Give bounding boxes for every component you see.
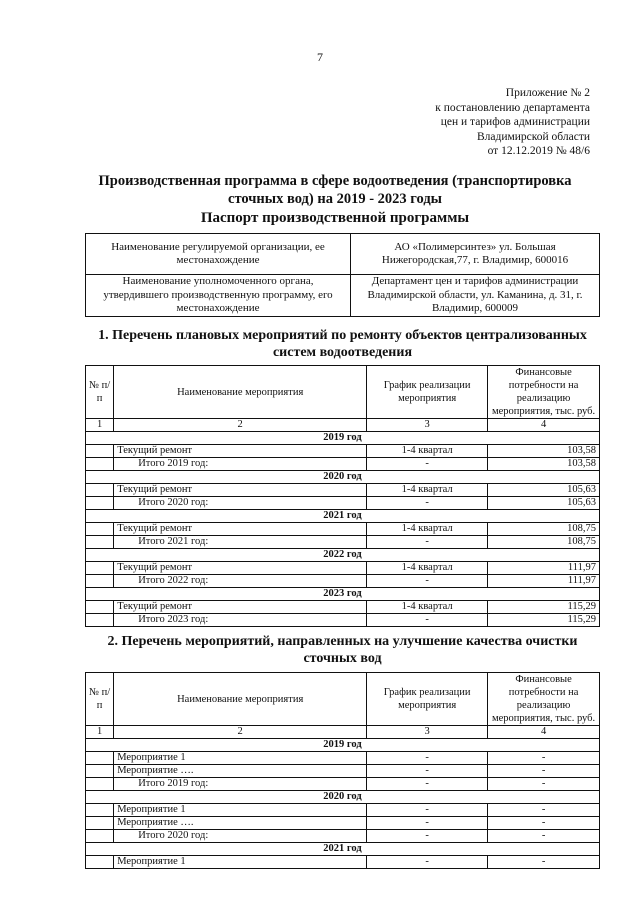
year-label: 2019 год [86, 432, 600, 445]
year-label: 2019 год [86, 739, 600, 752]
activity-schedule: - [367, 856, 488, 869]
activity-schedule: - [367, 817, 488, 830]
year-row [86, 843, 600, 856]
appendix-line: к постановлению департамента [435, 101, 590, 114]
index-cell: 4 [488, 726, 600, 739]
header-schedule: График реализации мероприятия [367, 673, 488, 726]
index-cell: 1 [86, 419, 114, 432]
activity-schedule: - [367, 536, 488, 549]
activity-schedule: - [367, 458, 488, 471]
passport-table [85, 233, 600, 317]
index-cell: 3 [367, 419, 488, 432]
section2-title: 2. Перечень мероприятий, направленных на улучшение качества очистки сточных вод [107, 634, 578, 666]
passport-value: АО «Полимерсинтез» ул. Большая Нижегородская,77, г. Владимир, 600016 [351, 234, 600, 275]
activity-schedule: 1-4 квартал [367, 523, 488, 536]
appendix-line: цен и тарифов администрации [440, 116, 590, 128]
table-row [86, 484, 600, 497]
appendix-line: Приложение № 2 [505, 87, 590, 99]
row-number [86, 445, 114, 458]
passport-label: Наименование регулируемой организации, ее местонахождение [86, 234, 351, 275]
activity-schedule: 1-4 квартал [367, 484, 488, 497]
total-row [86, 497, 600, 510]
activity-amount: 111,97 [488, 562, 600, 575]
year-label: 2023 год [86, 588, 600, 601]
activity-amount: - [488, 752, 600, 765]
header-name: Наименование мероприятия [114, 366, 367, 419]
row-number [86, 575, 114, 588]
activity-schedule: - [367, 804, 488, 817]
year-label: 2020 год [86, 471, 600, 484]
row-number [86, 765, 114, 778]
activity-name: Текущий ремонт [114, 484, 367, 497]
activity-amount: - [488, 856, 600, 869]
year-row [86, 791, 600, 804]
activity-name: Итого 2019 год: [114, 778, 367, 791]
activity-amount: 108,75 [488, 536, 600, 549]
row-number [86, 830, 114, 843]
total-row [86, 614, 600, 627]
index-row [86, 419, 600, 432]
activity-amount: - [488, 817, 600, 830]
index-row [86, 726, 600, 739]
activity-name: Мероприятие …. [114, 765, 367, 778]
year-row [86, 471, 600, 484]
activity-amount: 103,58 [488, 458, 600, 471]
year-row [86, 432, 600, 445]
index-cell: 4 [488, 419, 600, 432]
passport-row [86, 234, 600, 275]
activity-schedule: - [367, 830, 488, 843]
page-number: 7 [317, 50, 323, 64]
activity-amount: 105,63 [488, 497, 600, 510]
activity-name: Мероприятие 1 [114, 804, 367, 817]
activity-amount: 111,97 [488, 575, 600, 588]
appendix-line: Владимирской области [476, 130, 590, 143]
table-row [86, 817, 600, 830]
row-number [86, 536, 114, 549]
activity-schedule: 1-4 квартал [367, 601, 488, 614]
repair-plan-table [85, 365, 600, 627]
total-row [86, 458, 600, 471]
activity-amount: - [488, 778, 600, 791]
passport-row [86, 275, 600, 317]
table-row [86, 856, 600, 869]
activity-name: Мероприятие 1 [114, 752, 367, 765]
activity-name: Текущий ремонт [114, 445, 367, 458]
activity-amount: 115,29 [488, 614, 600, 627]
activity-schedule: - [367, 575, 488, 588]
activity-amount: - [488, 765, 600, 778]
activity-amount: - [488, 804, 600, 817]
year-label: 2022 год [86, 549, 600, 562]
header-number: № п/п [86, 673, 114, 726]
document-title: Производственная программа в сфере водоотведения (транспортировка сточных вод) на 2019 - 2023 годы [98, 173, 572, 207]
activity-schedule: - [367, 765, 488, 778]
year-row [86, 510, 600, 523]
activity-name: Итого 2021 год: [114, 536, 367, 549]
activity-schedule: - [367, 497, 488, 510]
table-row [86, 445, 600, 458]
row-number [86, 562, 114, 575]
activity-name: Текущий ремонт [114, 523, 367, 536]
table-row [86, 752, 600, 765]
activity-name: Итого 2019 год: [114, 458, 367, 471]
total-row [86, 575, 600, 588]
year-row [86, 549, 600, 562]
index-cell: 2 [114, 726, 367, 739]
header-schedule: График реализации мероприятия [367, 366, 488, 419]
appendix-line: от 12.12.2019 № 48/6 [487, 145, 590, 157]
activity-schedule: - [367, 752, 488, 765]
quality-plan-table [85, 672, 600, 869]
passport-value: Департамент цен и тарифов администрации Владимирской области, ул. Каманина, д. 31, г. Владимир, 600009 [351, 275, 600, 317]
section1-title: 1. Перечень плановых мероприятий по ремонту объектов централизованных систем водоотведения [98, 328, 587, 360]
row-number [86, 817, 114, 830]
header-name: Наименование мероприятия [114, 673, 367, 726]
activity-name: Итого 2020 год: [114, 497, 367, 510]
total-row [86, 536, 600, 549]
header-finance: Финансовые потребности на реализацию мероприятия, тыс. руб. [488, 673, 600, 726]
table-row [86, 523, 600, 536]
appendix-block [400, 86, 590, 159]
table-row [86, 601, 600, 614]
activity-amount: 108,75 [488, 523, 600, 536]
header-row [86, 673, 600, 726]
activity-amount: 103,58 [488, 445, 600, 458]
index-cell: 1 [86, 726, 114, 739]
passport-heading: Паспорт производственной программы [200, 210, 470, 226]
row-number [86, 601, 114, 614]
activity-name: Мероприятие 1 [114, 856, 367, 869]
row-number [86, 523, 114, 536]
year-row [86, 588, 600, 601]
row-number [86, 778, 114, 791]
activity-schedule: - [367, 778, 488, 791]
activity-name: Итого 2023 год: [114, 614, 367, 627]
row-number [86, 458, 114, 471]
activity-schedule: 1-4 квартал [367, 562, 488, 575]
row-number [86, 804, 114, 817]
table-row [86, 804, 600, 817]
total-row [86, 830, 600, 843]
activity-name: Итого 2020 год: [114, 830, 367, 843]
row-number [86, 856, 114, 869]
header-finance: Финансовые потребности на реализацию мероприятия, тыс. руб. [488, 366, 600, 419]
year-row [86, 739, 600, 752]
year-label: 2020 год [86, 791, 600, 804]
activity-name: Итого 2022 год: [114, 575, 367, 588]
row-number [86, 752, 114, 765]
year-label: 2021 год [86, 510, 600, 523]
row-number [86, 484, 114, 497]
header-number: № п/п [86, 366, 114, 419]
row-number [86, 497, 114, 510]
activity-amount: 105,63 [488, 484, 600, 497]
row-number [86, 614, 114, 627]
activity-name: Текущий ремонт [114, 601, 367, 614]
index-cell: 3 [367, 726, 488, 739]
header-row [86, 366, 600, 419]
year-label: 2021 год [86, 843, 600, 856]
activity-name: Мероприятие …. [114, 817, 367, 830]
activity-amount: 115,29 [488, 601, 600, 614]
passport-label: Наименование уполномоченного органа, утвердившего производственную программу, его местонахождение [86, 275, 351, 317]
activity-schedule: - [367, 614, 488, 627]
activity-schedule: 1-4 квартал [367, 445, 488, 458]
index-cell: 2 [114, 419, 367, 432]
activity-amount: - [488, 830, 600, 843]
table-row [86, 562, 600, 575]
total-row [86, 778, 600, 791]
activity-name: Текущий ремонт [114, 562, 367, 575]
table-row [86, 765, 600, 778]
